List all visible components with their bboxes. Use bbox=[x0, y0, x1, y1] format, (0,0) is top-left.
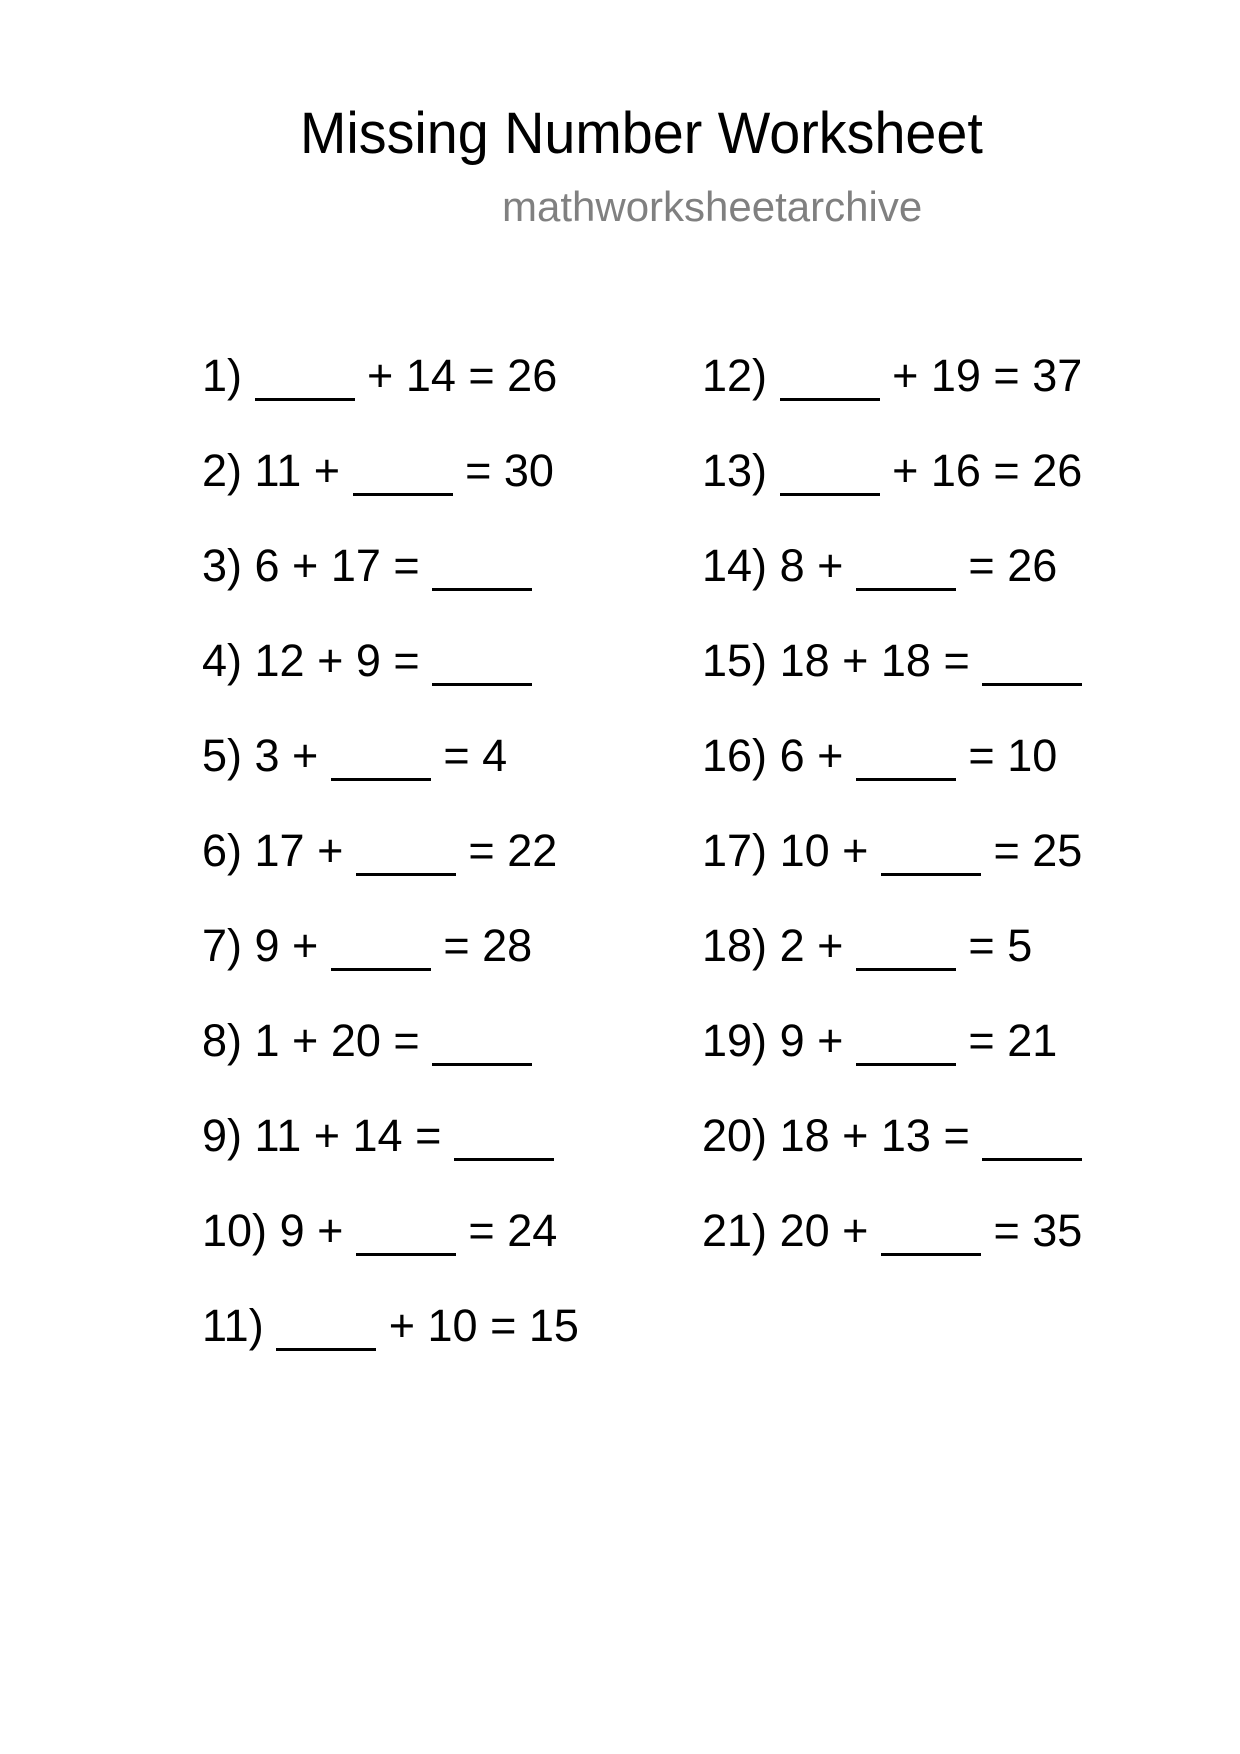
equation-right: = 21 bbox=[968, 1015, 1058, 1066]
equation-right: = 4 bbox=[443, 730, 508, 781]
answer-blank[interactable] bbox=[432, 1063, 532, 1066]
answer-blank[interactable] bbox=[881, 873, 981, 876]
problem-number: 8) bbox=[202, 1015, 243, 1066]
answer-blank[interactable] bbox=[454, 1158, 554, 1161]
answer-blank[interactable] bbox=[356, 873, 456, 876]
problem-item bbox=[702, 920, 1032, 972]
problem-number: 1) bbox=[202, 350, 243, 401]
equation-left: 10 + bbox=[779, 825, 869, 876]
answer-blank[interactable] bbox=[432, 683, 532, 686]
problem-number: 7) bbox=[202, 920, 243, 971]
problem-number: 10) bbox=[202, 1205, 268, 1256]
answer-blank[interactable] bbox=[881, 1253, 981, 1256]
problem-item bbox=[202, 1110, 554, 1162]
problem-item bbox=[702, 730, 1057, 782]
equation-right: + 10 = 15 bbox=[388, 1300, 579, 1351]
problem-number: 17) bbox=[702, 825, 768, 876]
equation-left: 11 + 14 = bbox=[254, 1110, 442, 1161]
problem-item bbox=[202, 350, 557, 402]
equation-left: 6 + 17 = bbox=[254, 540, 420, 591]
equation-left: 9 + bbox=[279, 1205, 344, 1256]
problem-number: 20) bbox=[702, 1110, 768, 1161]
problem-number: 18) bbox=[702, 920, 768, 971]
problem-item bbox=[702, 1015, 1057, 1067]
equation-left: 17 + bbox=[254, 825, 344, 876]
equation-right: = 24 bbox=[468, 1205, 558, 1256]
problem-item bbox=[702, 1110, 1082, 1162]
problem-number: 19) bbox=[702, 1015, 768, 1066]
equation-right: + 14 = 26 bbox=[367, 350, 558, 401]
problem-item bbox=[702, 350, 1082, 402]
problem-number: 9) bbox=[202, 1110, 243, 1161]
problem-item bbox=[202, 1205, 557, 1257]
problem-number: 6) bbox=[202, 825, 243, 876]
worksheet-title: Missing Number Worksheet bbox=[300, 101, 983, 166]
problem-number: 3) bbox=[202, 540, 243, 591]
answer-blank[interactable] bbox=[780, 493, 880, 496]
equation-left: 12 + 9 = bbox=[254, 635, 420, 686]
problem-item bbox=[702, 540, 1057, 592]
equation-left: 20 + bbox=[779, 1205, 869, 1256]
equation-left: 11 + bbox=[254, 445, 341, 496]
answer-blank[interactable] bbox=[331, 968, 431, 971]
equation-left: 2 + bbox=[779, 920, 844, 971]
equation-right: = 28 bbox=[443, 920, 533, 971]
answer-blank[interactable] bbox=[856, 588, 956, 591]
problem-item bbox=[202, 730, 507, 782]
problem-item bbox=[202, 920, 532, 972]
problem-number: 15) bbox=[702, 635, 768, 686]
problem-number: 12) bbox=[702, 350, 768, 401]
worksheet-source: mathworksheetarchive bbox=[502, 183, 923, 230]
answer-blank[interactable] bbox=[982, 1158, 1082, 1161]
problem-item bbox=[202, 635, 532, 687]
problem-item bbox=[202, 540, 532, 592]
problem-item bbox=[702, 445, 1082, 497]
equation-right: = 35 bbox=[993, 1205, 1083, 1256]
equation-left: 18 + 18 = bbox=[779, 635, 970, 686]
equation-right: = 10 bbox=[968, 730, 1058, 781]
answer-blank[interactable] bbox=[356, 1253, 456, 1256]
problem-number: 14) bbox=[702, 540, 768, 591]
problem-number: 2) bbox=[202, 445, 243, 496]
answer-blank[interactable] bbox=[353, 493, 453, 496]
problem-number: 11) bbox=[202, 1300, 264, 1351]
equation-right: + 19 = 37 bbox=[892, 350, 1083, 401]
problem-item bbox=[202, 1300, 579, 1352]
equation-right: = 30 bbox=[465, 445, 554, 496]
equation-left: 9 + bbox=[779, 1015, 844, 1066]
problem-item bbox=[702, 635, 1082, 687]
answer-blank[interactable] bbox=[780, 398, 880, 401]
problem-item bbox=[202, 1015, 532, 1067]
answer-blank[interactable] bbox=[856, 968, 956, 971]
problem-item bbox=[702, 1205, 1082, 1257]
equation-right: + 16 = 26 bbox=[892, 445, 1083, 496]
problem-item bbox=[202, 445, 554, 497]
equation-right: = 5 bbox=[968, 920, 1033, 971]
equation-right: = 26 bbox=[968, 540, 1058, 591]
problem-number: 21) bbox=[702, 1205, 768, 1256]
problem-number: 5) bbox=[202, 730, 243, 781]
problem-item bbox=[702, 825, 1082, 877]
problem-number: 4) bbox=[202, 635, 243, 686]
equation-right: = 25 bbox=[993, 825, 1083, 876]
equation-left: 18 + 13 = bbox=[779, 1110, 970, 1161]
answer-blank[interactable] bbox=[276, 1348, 376, 1351]
answer-blank[interactable] bbox=[856, 778, 956, 781]
equation-left: 3 + bbox=[254, 730, 319, 781]
answer-blank[interactable] bbox=[331, 778, 431, 781]
equation-left: 9 + bbox=[254, 920, 319, 971]
problem-number: 13) bbox=[702, 445, 768, 496]
equation-left: 1 + 20 = bbox=[254, 1015, 420, 1066]
answer-blank[interactable] bbox=[432, 588, 532, 591]
answer-blank[interactable] bbox=[255, 398, 355, 401]
answer-blank[interactable] bbox=[856, 1063, 956, 1066]
equation-left: 6 + bbox=[779, 730, 844, 781]
problem-number: 16) bbox=[702, 730, 768, 781]
equation-left: 8 + bbox=[779, 540, 844, 591]
equation-right: = 22 bbox=[468, 825, 558, 876]
problem-item bbox=[202, 825, 557, 877]
answer-blank[interactable] bbox=[982, 683, 1082, 686]
